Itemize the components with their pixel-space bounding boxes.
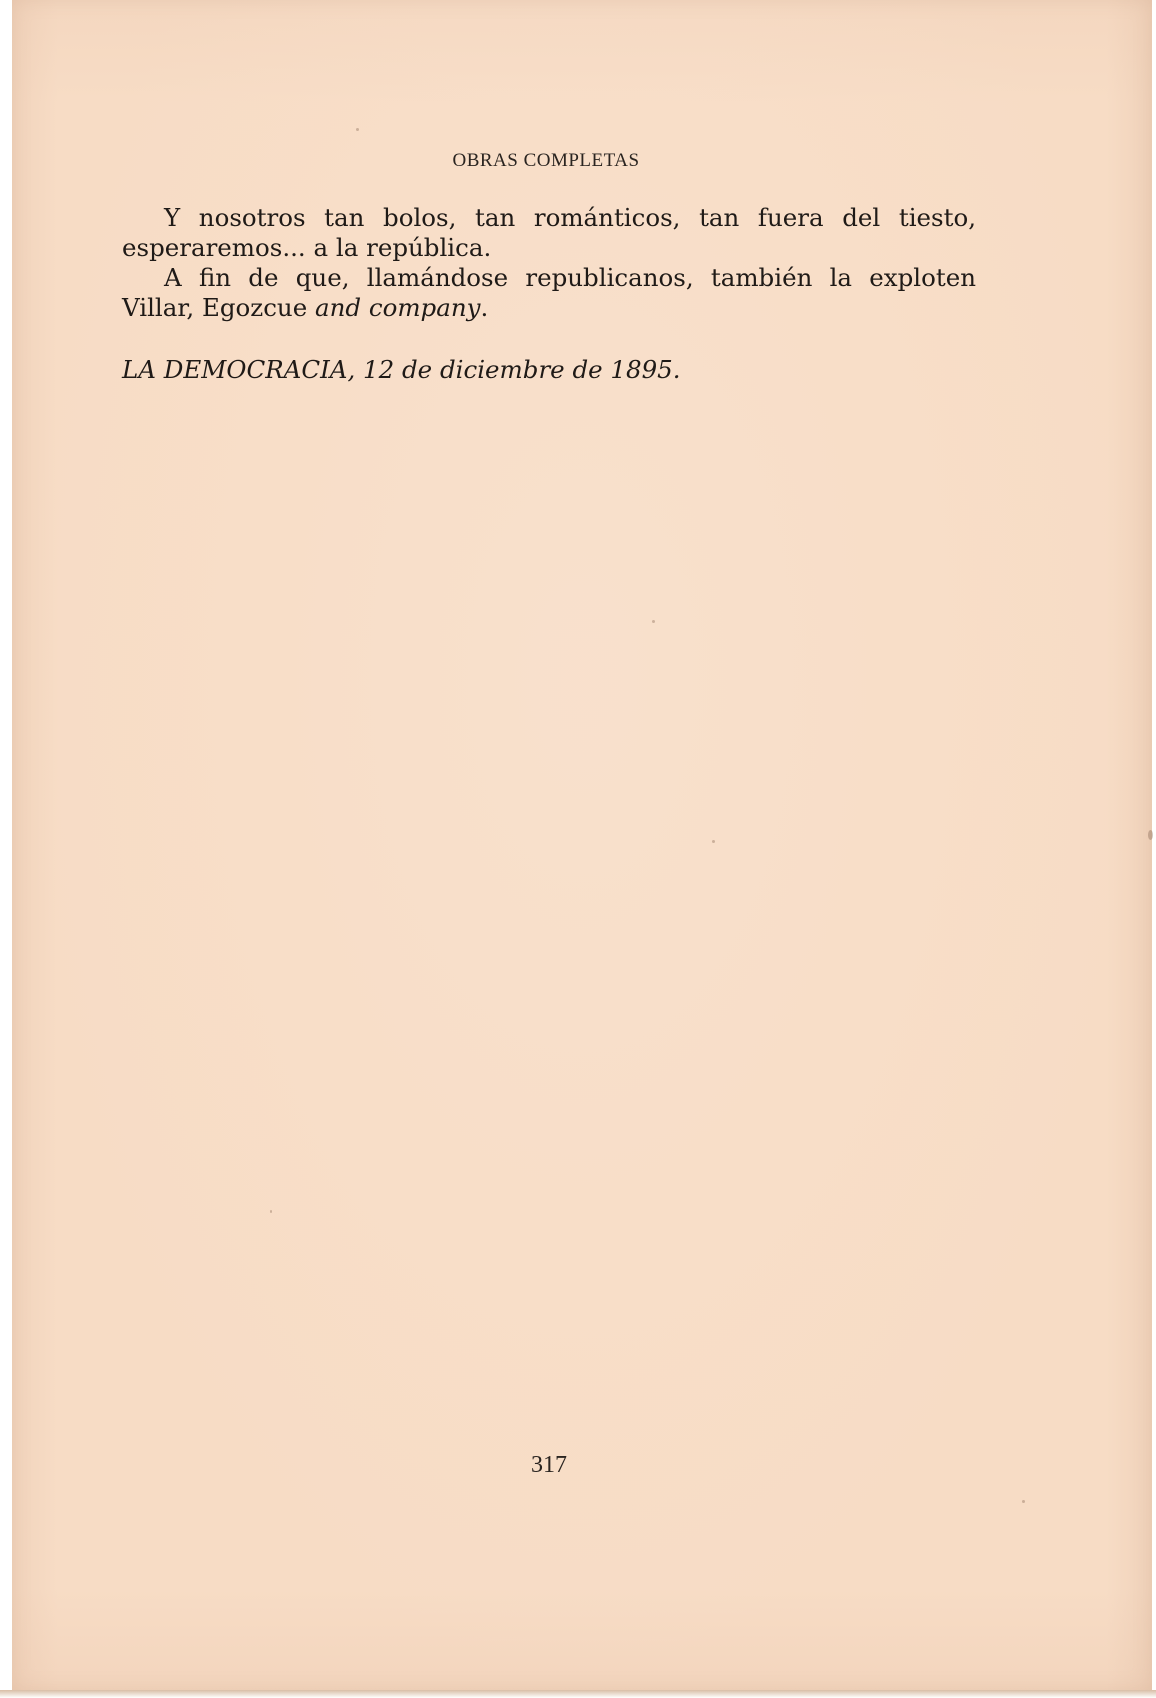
page-number: 317 xyxy=(531,1452,567,1478)
body-text xyxy=(122,203,976,323)
paragraph-2 xyxy=(122,263,976,323)
paper-speck xyxy=(712,840,715,843)
paper-speck xyxy=(270,1210,272,1213)
paragraph-2-end: . xyxy=(480,293,489,322)
paragraph-1: Y nosotros tan bolos, tan románticos, tan fuera del tiesto, esperaremos... a la república. xyxy=(122,203,976,262)
source-citation: LA DEMOCRACIA, 12 de diciembre de 1895. xyxy=(122,355,681,384)
page-bottom-edge xyxy=(0,1690,1156,1698)
book-page xyxy=(12,0,1152,1690)
paragraph-2-text: A fin de que, llamándose republicanos, también la exploten Villar, Egozcue xyxy=(122,263,976,322)
running-head: OBRAS COMPLETAS xyxy=(452,150,640,171)
paper-speck xyxy=(1022,1500,1025,1503)
paper-speck xyxy=(652,620,655,623)
paragraph-2-italic: and company xyxy=(315,293,481,322)
paper-speck xyxy=(356,128,359,131)
paper-speck xyxy=(1148,830,1153,840)
